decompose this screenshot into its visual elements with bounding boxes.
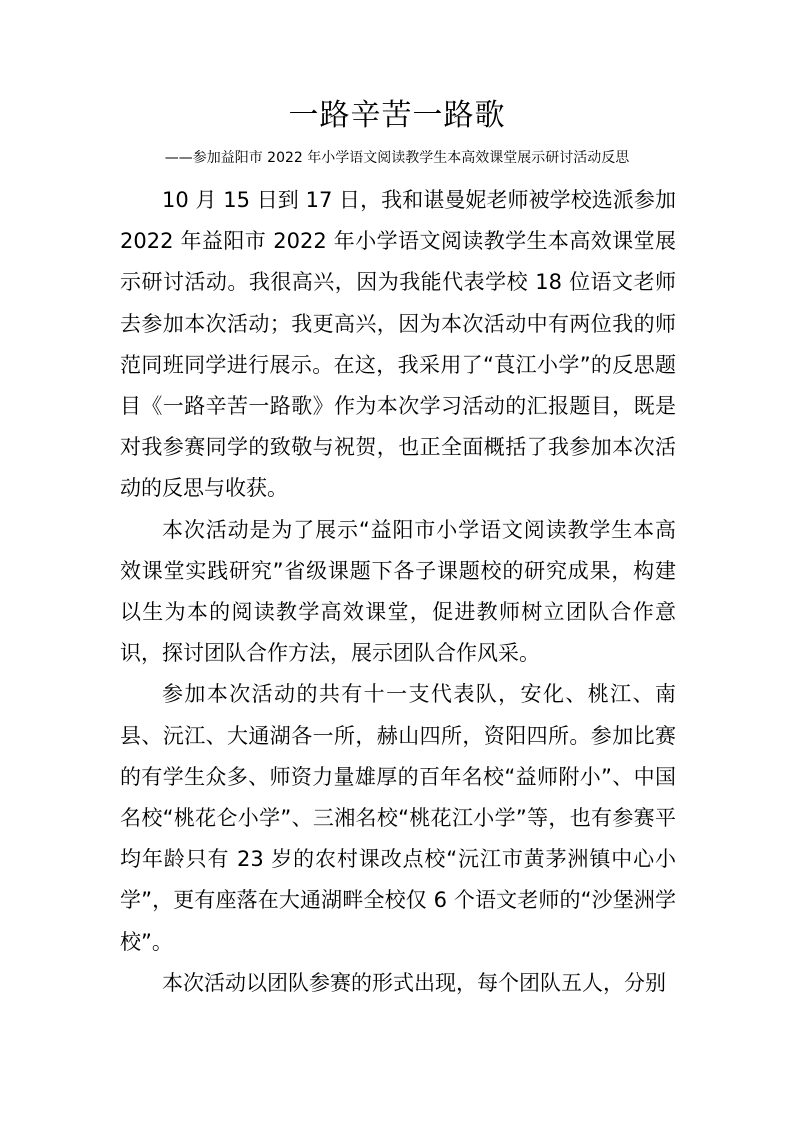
paragraph-1: 10 月 15 日到 17 日，我和谌曼妮老师被学校选派参加 2022 年益阳市 2022 年小学语文阅读教学生本高效课堂展示研讨活动。我很高兴，因为我能代表学校 18 位语文老师去参加本次活动；我更高兴，因为本次活动中有两位我的师范同班同学进行展示。在这，我采用了“茛江小学”的反思题目《一路辛苦一路歌》作为本次学习活动的汇报题目，既是对我参赛同学的致敬与祝贺，也正全面概括了我参加本次活动的反思与收获。: [120, 188, 676, 501]
document-subtitle: ——参加益阳市 2022 年小学语文阅读教学生本高效课堂展示研讨活动反思: [164, 150, 630, 166]
paragraph-2: 本次活动是为了展示“益阳市小学语文阅读教学生本高效课堂实践研究”省级课题下各子课题校的研究成果，构建以生为本的阅读教学高效课堂，促进教师树立团队合作意识，探讨团队合作方法，展示团队合作风采。: [120, 517, 676, 666]
document-title: 一路辛苦一路歌: [288, 98, 506, 133]
document-body: [120, 180, 676, 1004]
paragraph-4: 本次活动以团队参赛的形式出现，每个团队五人，分别: [162, 970, 666, 995]
paragraph-3: 参加本次活动的共有十一支代表队，安化、桃江、南县、沅江、大通湖各一所，赫山四所，资阳四所。参加比赛的有学生众多、师资力量雄厚的百年名校“益师附小”、中国名校“桃花仑小学”、三湘名校“桃花江小学”等，也有参赛平均年龄只有 23 岁的农村课改点校“沅江市黄茅洲镇中心小学”，更有座落在大通湖畔全校仅 6 个语文老师的“沙堡洲学校”。: [120, 682, 676, 954]
